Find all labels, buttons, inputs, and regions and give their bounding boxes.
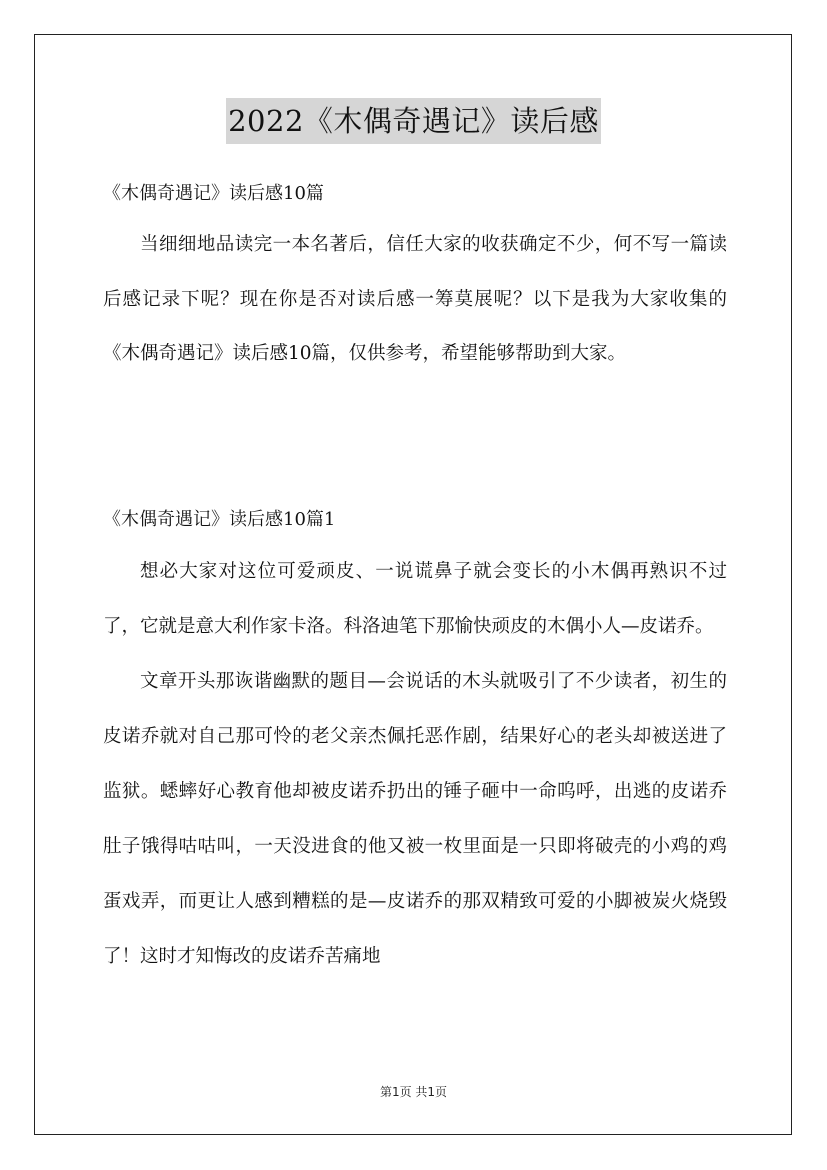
- intro-paragraph: 当细细地品读完一本名著后，信任大家的收获确定不少，何不写一篇读后感记录下呢？现在你是否对读后感一筹莫展呢？以下是我为大家收集的《木偶奇遇记》读后感10篇，仅供参考，希望能够帮助到大家。: [103, 234, 727, 364]
- subtitle: 《木偶奇遇记》读后感10篇: [103, 183, 324, 204]
- title-wrap: [0, 98, 827, 144]
- section-heading: 《木偶奇遇记》读后感10篇1: [103, 509, 336, 530]
- intro-block: [103, 218, 727, 382]
- section-paragraph-1: 想必大家对这位可爱顽皮、一说谎鼻子就会变长的小木偶再熟识不过了，它就是意大利作家卡洛。科洛迪笔下那愉快顽皮的木偶小人—皮诺乔。: [103, 561, 727, 637]
- section-body: [103, 544, 727, 984]
- section-paragraph-2: 文章开头那诙谐幽默的题目—会说话的木头就吸引了不少读者，初生的皮诺乔就对自己那可怜的老父亲杰佩托恶作剧，结果好心的老头却被送进了监狱。蟋蟀好心教育他却被皮诺乔扔出的锤子砸中一命呜呼，出逃的皮诺乔肚子饿得咕咕叫，一天没进食的他又被一枚里面是一只即将破壳的小鸡的鸡蛋戏弄，而更让人感到糟糕的是—皮诺乔的那双精致可爱的小脚被炭火烧毁了！这时才知悔改的皮诺乔苦痛地: [103, 671, 727, 967]
- page-footer: 第1页 共1页: [379, 1085, 448, 1099]
- document-title: 2022《木偶奇遇记》读后感: [226, 98, 601, 144]
